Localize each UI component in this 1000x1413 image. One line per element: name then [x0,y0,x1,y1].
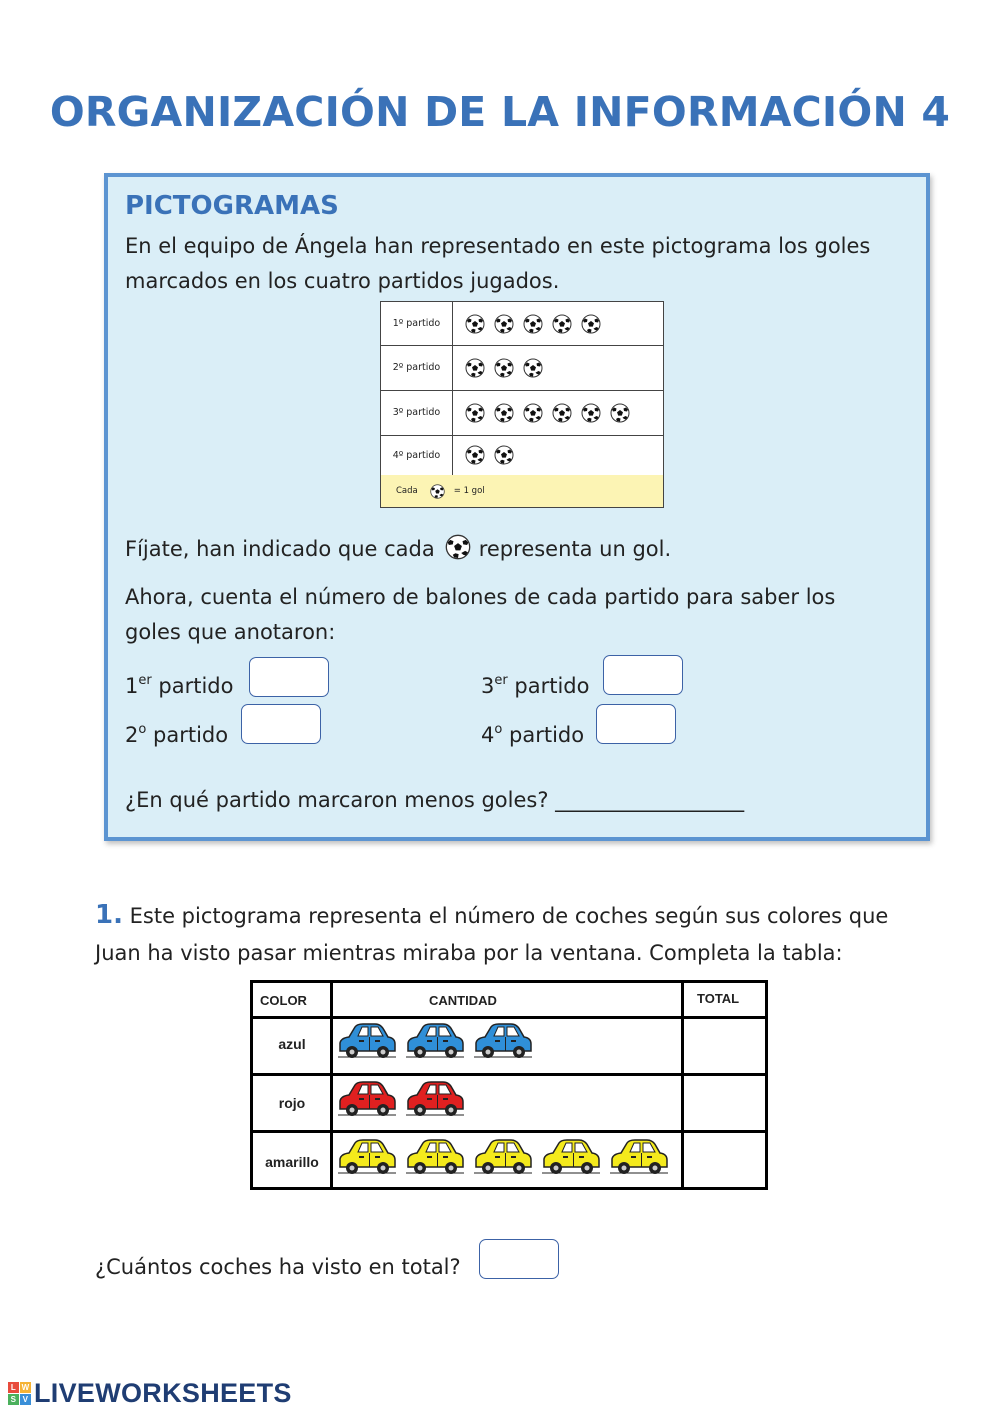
exercise-1-line-1 [95,898,888,934]
match-2-label [125,712,228,753]
match-1-label [125,663,233,704]
header-total: TOTAL [697,991,740,1006]
goals-pictogram-table [380,301,664,508]
row-label-rojo: rojo [278,1095,306,1111]
car-icon [337,1079,397,1119]
match-word: partido [151,674,234,698]
soccer-ball-icon [523,314,543,334]
match-word: partido [507,674,590,698]
logo-letter: L [8,1382,19,1393]
legend-prefix: Cada [396,486,418,496]
match-4-answer-input[interactable] [596,704,676,744]
count-line-1: Ahora, cuenta el número de balones de cada partido para saber los [125,585,836,609]
logo-letter: S [8,1394,19,1405]
soccer-ball-icon [465,445,485,465]
intro-line-1: En el equipo de Ángela han representado en este pictograma los goles [125,234,871,258]
match-2-answer-input[interactable] [241,704,321,744]
car-icon [473,1137,533,1177]
pictogram-row-label: 1º partido [381,302,453,345]
pictogram-row [381,345,663,391]
ordinal-suffix: o [494,722,503,737]
section-heading: PICTOGRAMAS [125,191,339,221]
soccer-ball-icon [465,403,485,423]
soccer-ball-icon [581,403,601,423]
match-number: 2 [125,723,139,747]
soccer-ball-icon [523,358,543,378]
fijate-suffix: representa un gol. [478,537,672,561]
row-label-amarillo: amarillo [265,1154,319,1170]
liveworksheets-logo [8,1378,292,1409]
soccer-ball-icon [581,314,601,334]
soccer-ball-icon [552,314,572,334]
count-line-2: goles que anotaron: [125,620,336,644]
row-divider [253,1016,765,1019]
pictogram-row-label: 3º partido [381,390,453,435]
row-divider [253,1073,765,1076]
total-cars-answer-input[interactable] [479,1239,559,1279]
car-icon [405,1137,465,1177]
exercise-1-line-2: Juan ha visto pasar mientras miraba por la ventana. Completa la tabla: [95,941,843,965]
fijate-line [125,532,671,567]
match-number: 4 [481,723,495,747]
logo-mark [8,1382,31,1405]
car-icon [541,1137,601,1177]
page-title: ORGANIZACIÓN DE LA INFORMACIÓN 4 [49,88,951,136]
header-quantity: CANTIDAD [429,993,497,1008]
car-icon [337,1021,397,1061]
column-divider [681,983,684,1187]
ordinal-suffix: er [138,673,152,688]
row-label-azul: azul [278,1036,306,1052]
pictogram-legend [381,475,663,507]
fijate-prefix: Fíjate, han indicado que cada [125,537,435,561]
soccer-ball-icon [494,358,514,378]
soccer-ball-icon [430,484,445,499]
car-icon [405,1021,465,1061]
cars-pictogram-table [250,980,768,1190]
match-word: partido [146,723,229,747]
soccer-ball-icon [494,314,514,334]
fewest-goals-question: ¿En qué partido marcaron menos goles? __________________ [125,788,745,812]
intro-line-2: marcados en los cuatro partidos jugados. [125,269,560,293]
soccer-ball-icon [610,403,630,423]
car-group [337,1079,465,1119]
total-amarillo-input[interactable] [685,1134,763,1186]
match-word: partido [502,723,585,747]
pictogram-row-label: 4º partido [381,435,453,475]
car-icon [337,1137,397,1177]
match-number: 1 [125,674,139,698]
total-rojo-input[interactable] [685,1077,763,1129]
ordinal-suffix: o [138,722,147,737]
ball-group [465,345,543,390]
legend-suffix: = 1 gol [453,486,485,496]
car-group [337,1021,533,1061]
row-divider [253,1130,765,1133]
match-3-answer-input[interactable] [603,655,683,695]
soccer-ball-icon [494,403,514,423]
soccer-ball-icon [552,403,572,423]
match-4-label [481,712,584,753]
pictogram-row [381,435,663,476]
ordinal-suffix: er [494,673,508,688]
soccer-ball-icon [465,314,485,334]
car-group [337,1137,669,1177]
pictogram-info-box [104,173,930,841]
header-color: COLOR [260,993,307,1008]
soccer-ball-icon [465,358,485,378]
car-icon [405,1079,465,1119]
exercise-number: 1. [95,900,123,930]
match-3-label [481,663,589,704]
ball-group [465,302,601,345]
pictogram-row [381,302,663,346]
ball-group [465,390,630,435]
exercise-text: Este pictograma representa el número de coches según sus colores que [122,904,889,928]
soccer-ball-icon [494,445,514,465]
pictogram-row [381,390,663,436]
logo-letter: V [20,1394,31,1405]
pictogram-row-label: 2º partido [381,345,453,390]
match-number: 3 [481,674,495,698]
soccer-ball-icon [523,403,543,423]
match-1-answer-input[interactable] [249,657,329,697]
car-icon [473,1021,533,1061]
brand-name: LIVEWORKSHEETS [34,1378,292,1408]
soccer-ball-icon [445,534,471,560]
ball-group [465,435,514,475]
total-cars-question: ¿Cuántos coches ha visto en total? [95,1255,461,1279]
car-icon [609,1137,669,1177]
logo-letter: W [21,1383,30,1392]
total-azul-input[interactable] [685,1020,763,1072]
